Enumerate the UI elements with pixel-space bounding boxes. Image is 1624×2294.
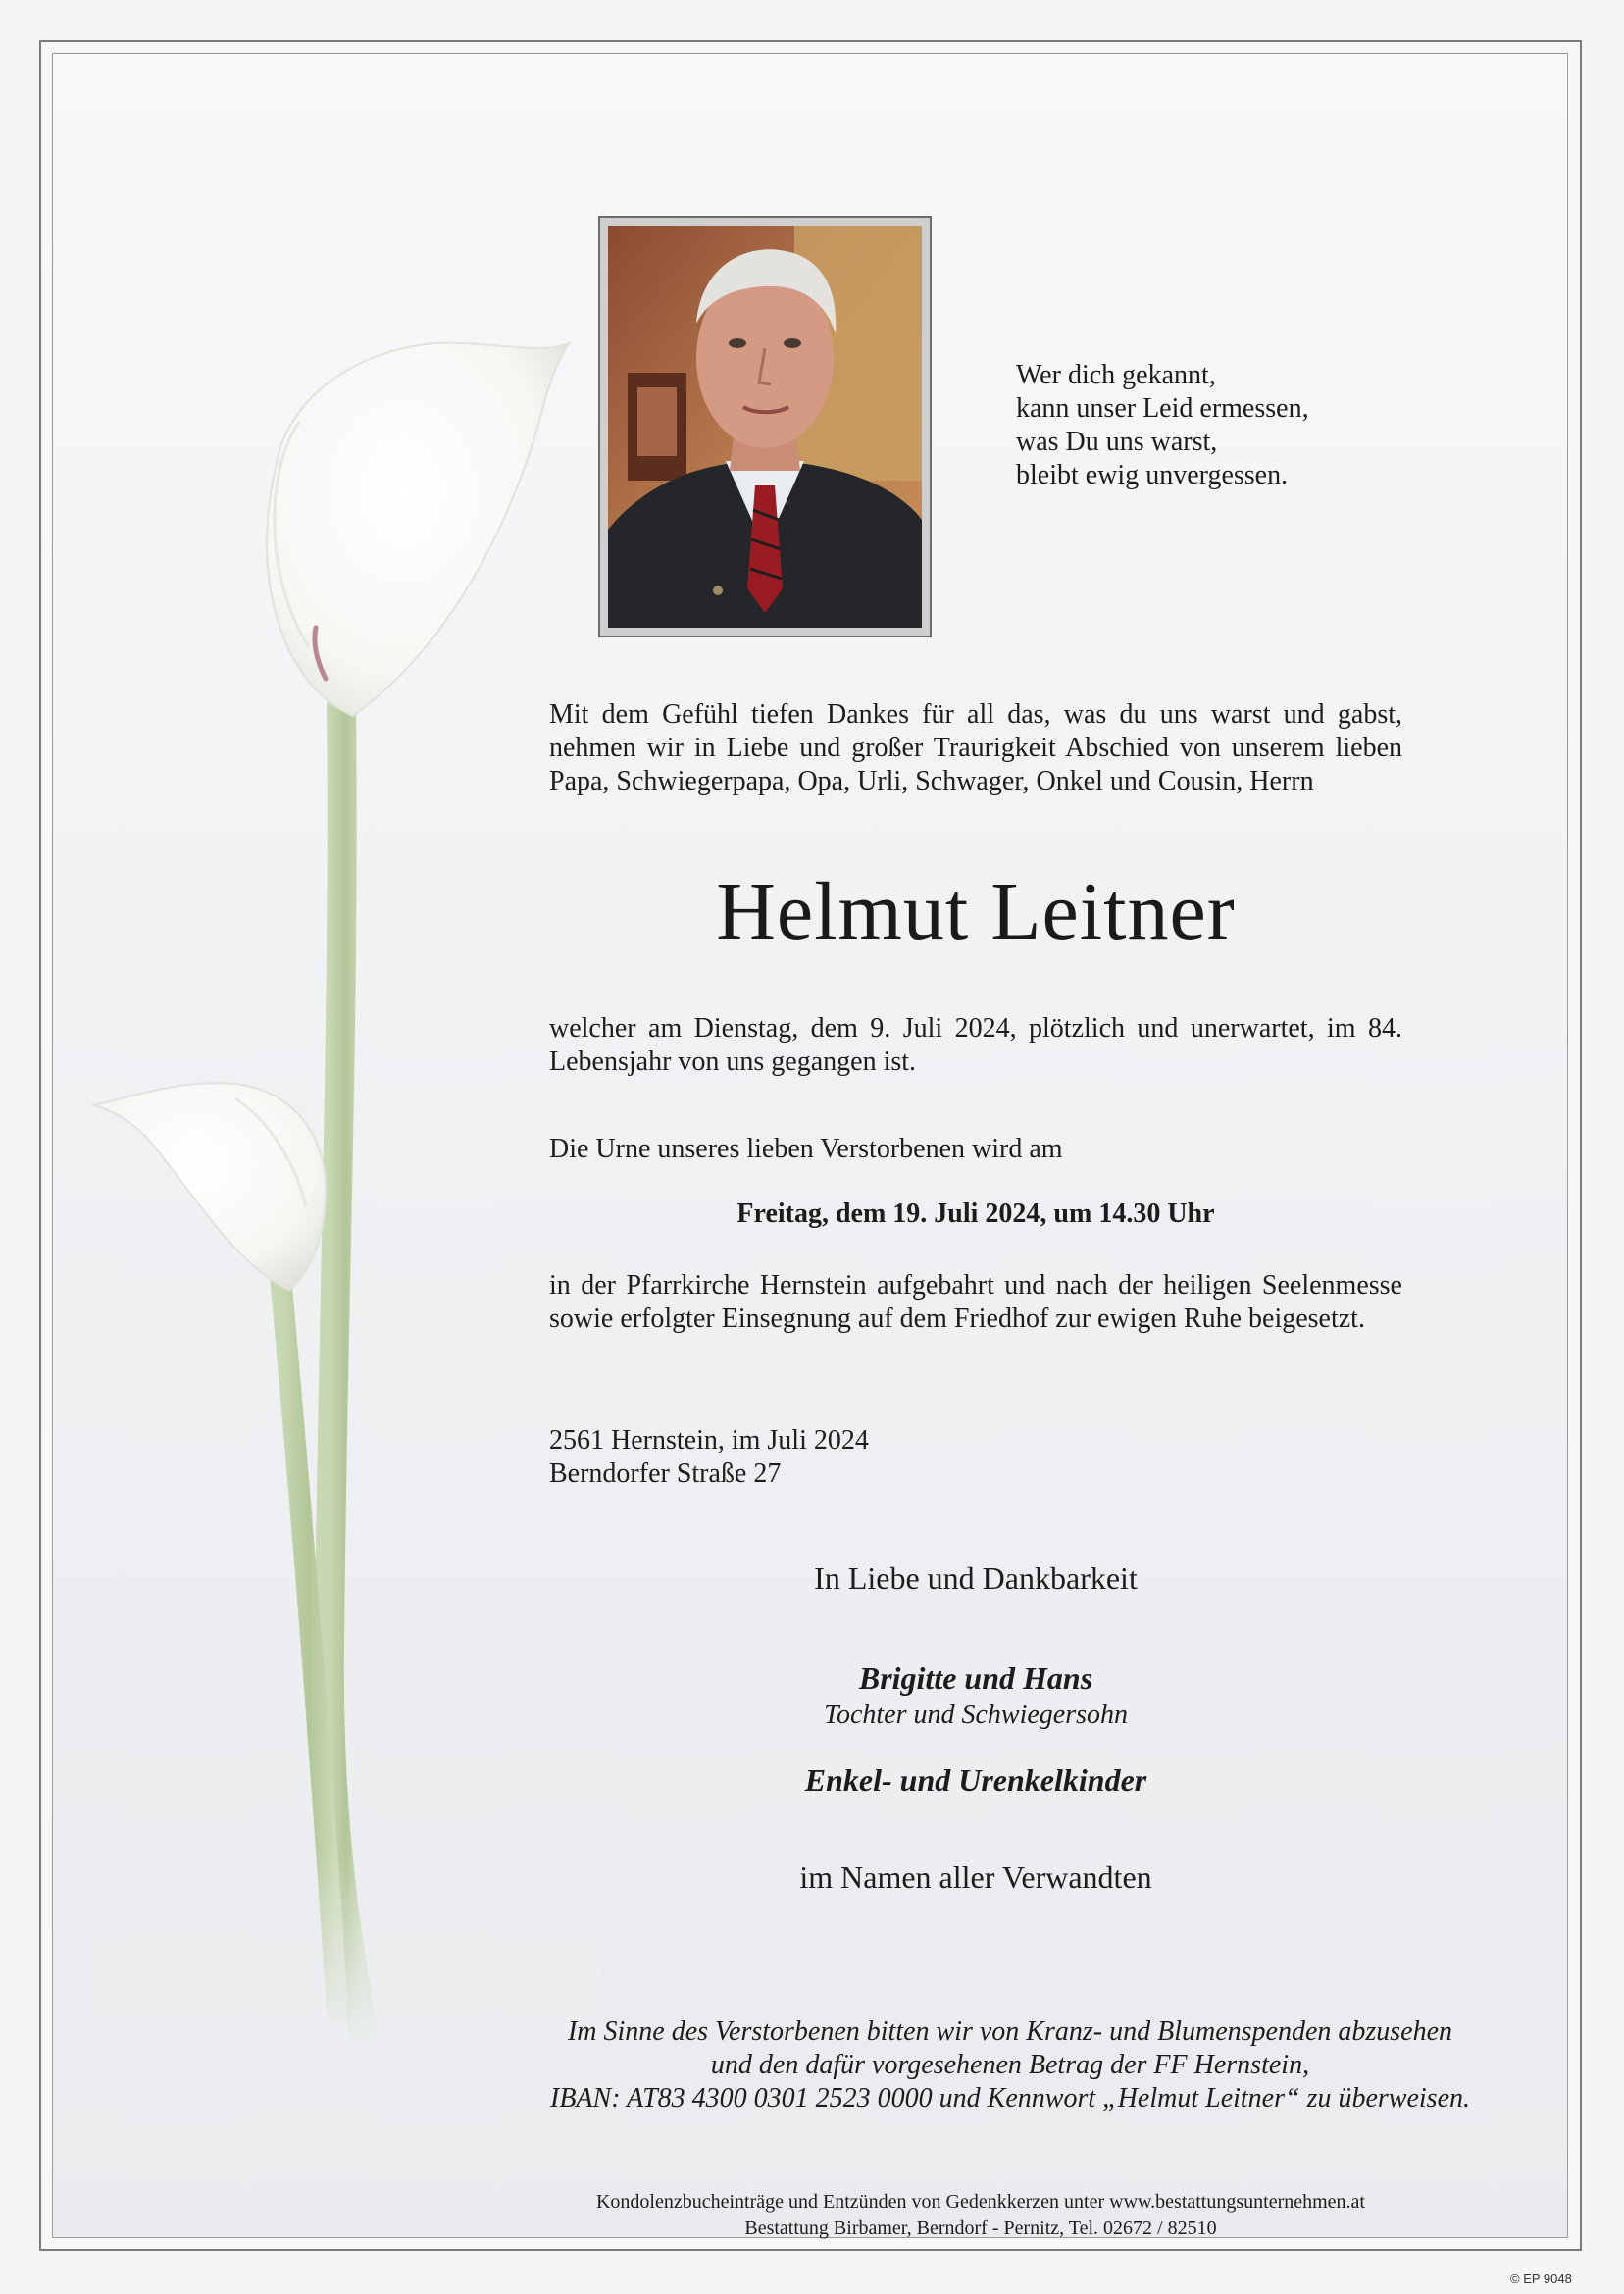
small-lily-flower — [93, 1083, 326, 1290]
service-date: Freitag, dem 19. Juli 2024, um 14.30 Uhr — [736, 1198, 1215, 1229]
family-name-grandchildren: Enkel- und Urenkelkinder — [804, 1762, 1147, 1798]
donation-request — [412, 2015, 1608, 2116]
condolence-line: Kondolenzbucheinträge und Entzünden von Gedenkkerzen unter www.bestattungsunternehmen.at — [595, 2191, 1365, 2213]
all-relatives-line: im Namen aller Verwandten — [799, 1860, 1152, 1895]
print-code: © EP 9048 — [1510, 2271, 1572, 2286]
poem-line: kann unser Leid ermessen, — [1016, 393, 1309, 424]
urn-intro-text: Die Urne unseres lieben Verstorbenen wird am — [549, 1134, 1063, 1164]
address-line: Berndorfer Straße 27 — [549, 1458, 782, 1489]
donation-line: Im Sinne des Verstorbenen bitten wir von Kranz- und Blumenspenden abzusehen — [567, 2016, 1453, 2047]
portrait-image — [608, 226, 922, 628]
service-place-paragraph: in der Pfarrkirche Hernstein aufgebahrt und nach der heiligen Seelenmesse sowie erfolgter Einsegnung auf dem Friedhof zur ewigen Ruhe beigesetzt. — [549, 1270, 1402, 1334]
poem-line: Wer dich gekannt, — [1016, 360, 1216, 390]
portrait-photo — [598, 216, 932, 637]
family-name-daughter: Brigitte und Hans — [858, 1660, 1093, 1696]
location-block — [549, 1424, 1138, 1491]
donation-line: und den dafür vorgesehenen Betrag der FF Hernstein, — [710, 2050, 1310, 2080]
memorial-poem — [1016, 359, 1428, 492]
poem-line: bleibt ewig unvergessen. — [1016, 460, 1289, 490]
poem-line: was Du uns warst, — [1016, 427, 1218, 457]
intro-paragraph: Mit dem Gefühl tiefen Dankes für all das, was du uns warst und gabst, nehmen wir in Liebe und großer Traurigkeit Abschied von unserem lieben Papa, Schwiegerpapa, Opa, Urli, Schwager, Onkel und Cousin, Herrn — [549, 699, 1402, 796]
funeral-home-footer — [412, 2189, 1549, 2242]
location-line: 2561 Hernstein, im Juli 2024 — [549, 1425, 869, 1455]
funeral-home-contact: Bestattung Birbamer, Berndorf - Pernitz, Tel. 02672 / 82510 — [744, 2218, 1217, 2239]
closing-phrase: In Liebe und Dankbarkeit — [814, 1560, 1138, 1596]
donation-line: IBAN: AT83 4300 0301 2523 0000 und Kennwort „Helmut Leitner“ zu überweisen. — [550, 2083, 1470, 2114]
calla-lily-illustration — [88, 324, 598, 2050]
deceased-name: Helmut Leitner — [716, 866, 1236, 957]
large-lily-flower — [267, 343, 569, 716]
family-relation-daughter: Tochter und Schwiegersohn — [823, 1700, 1129, 1730]
death-paragraph: welcher am Dienstag, dem 9. Juli 2024, plötzlich und unerwartet, im 84. Lebensjahr von uns gegangen ist. — [549, 1013, 1402, 1077]
